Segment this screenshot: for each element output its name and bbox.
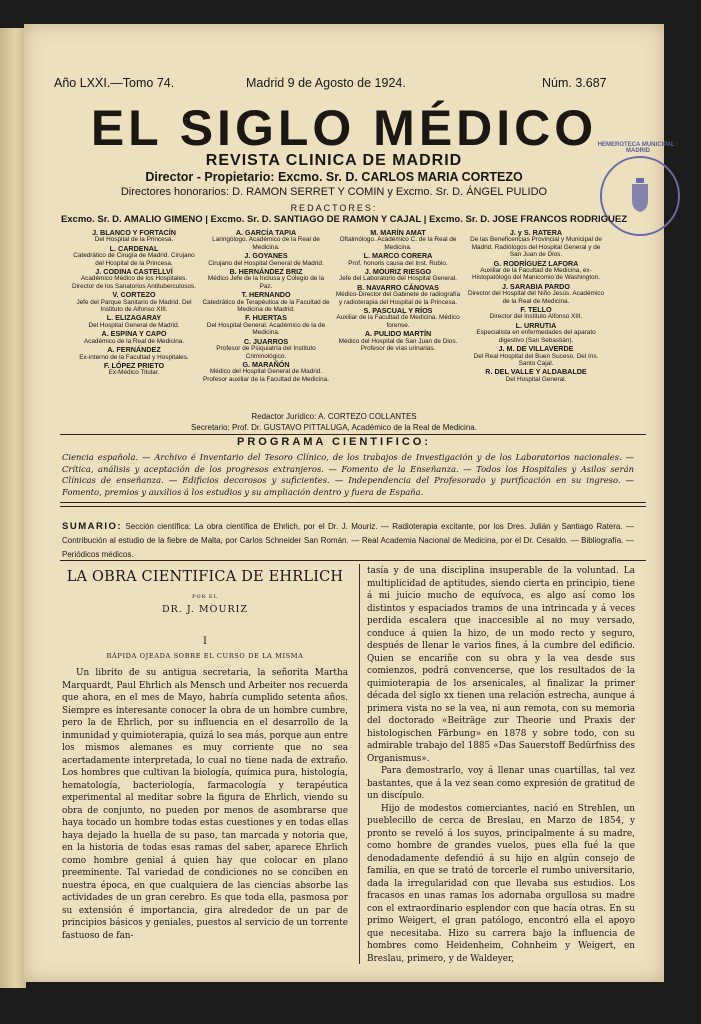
editor-name: J. MOURIZ RIESGO bbox=[364, 267, 432, 277]
paragraph: Para demostrarlo, voy á llenar unas cuartillas, tal vez bastantes, que á la vez sean como expresión de gratitud de un discípulo. bbox=[367, 766, 635, 801]
editor-credentials: Catedrático de Cirugía de Madrid. Cirujano del Hospital de la Princesa. bbox=[73, 252, 195, 267]
editors-column-2 bbox=[202, 228, 330, 383]
editor-name: R. DEL VALLE Y ALDABALDE bbox=[485, 367, 587, 377]
director-line: Director - Propietario: Excmo. Sr. D. CARLOS MARIA CORTEZO bbox=[145, 170, 523, 184]
editor-name: J. SARABIA PARDO bbox=[502, 281, 570, 291]
editor-credentials: Del Hospital General de Madrid. bbox=[88, 321, 180, 329]
divider bbox=[60, 506, 646, 507]
editor-credentials: Ex-interno de la Facultad y Hospitales. bbox=[79, 353, 189, 361]
column-divider bbox=[359, 564, 360, 964]
editor-name: J. CODINA CASTELLVÍ bbox=[95, 267, 173, 277]
editor-credentials: Profesor de Psiquiatría del Instituto Criminológico. bbox=[216, 345, 316, 360]
editor-credentials: Del Hospital General. bbox=[505, 375, 567, 383]
editor-credentials: Director del Instituto Alfonso XIII. bbox=[489, 313, 583, 321]
editor-credentials: Médico del Hospital de San Juan de Dios. Profesor de vías urinarias. bbox=[338, 337, 458, 353]
editor-credentials: Del Hospital de la Princesa. bbox=[94, 236, 174, 244]
editor-name: V. CORTEZO bbox=[112, 290, 156, 300]
editor-name: J. y S. RATERA bbox=[509, 228, 563, 237]
editors-column-1 bbox=[70, 228, 198, 377]
editor-name: A. PULIDO MARTÍN bbox=[364, 329, 432, 339]
issue-number: Núm. 3.687 bbox=[542, 76, 607, 90]
editor-name: G. RODRÍGUEZ LAFORA bbox=[493, 258, 579, 268]
editor-name: B. NAVARRO CÁNOVAS bbox=[357, 282, 439, 292]
sumario-text: Sección científica: La obra científica de Ehrlich, por el Dr. J. Mouriz. — Radioterapia excitante, por los Dres. Julián y Santiago Ratera. — Contribución al estudio de la fiebre de Malta, por Carlos Schneider San Román. — Real Academia Nacional de Medicina, por el Dr. Cesaldo. — Bibliografía. — Periódicos médicos. bbox=[62, 522, 634, 559]
editor-name: A. FERNÁNDEZ bbox=[107, 345, 161, 355]
editor-credentials: De las Beneficencias Provincial y Municipal de Madrid. Radiólogos del Hospital General y de San Juan de Dios. bbox=[470, 236, 602, 259]
paragraph: Un librito de su antigua secretaria, la señorita Martha Marquardt, Paul Ehrlich als Mensch und Arbeiter nos recuerda que ahora, en el mes de Mayo, habría cumplido setenta años. Siempre es interesante conocer la obra de un hombre cumbre, pero la de Ehrlich, por su influencia en el desarrollo de la inmunidad y quimioterapia, quizá lo sea más, porque aun entre los mismos alemanes es muy corriente que no sea acertadamente interpretada, lo cual no tiene nada de extraño. Los hombres que cultivan la biología, química pura, histología, hematología, bacteriología, farmacología y terapéutica experimental al meditar sobre la figura de Ehrlich, viendo su obra de conjunto, no pueden por menos de asombrarse que haya tocado un hombre todas estas cuestiones y en todas ellas haya dejado la huella de su paso, tan marcada y notoria que, en la historia de todas esas ramas del saber, aparece Ehrlich como hombre genial á quien hay que colocar en plano preeminente. Tal variedad de condiciones no se conciben en nuestra época, en que cualquiera de las ciencias absorbe las actividades de un gran cerebro. Es que toda ella, pasmosa por su extensión é importancia, gira alrededor de un par de principios básicos y geniales, puestos al servicio de un torrente fastuoso de fan- bbox=[62, 668, 348, 941]
editors-column-4 bbox=[466, 228, 606, 383]
editor-credentials: Especialista en enfermedades del aparato digestivo (San Sebastián). bbox=[476, 329, 596, 344]
editor-credentials: Jefe del Parque Sanitario de Madrid. Del Instituto de Alfonso XIII. bbox=[76, 298, 192, 314]
editor-credentials: Catedrático de Terapéutica de la Facultad de Medicina de Madrid. bbox=[202, 298, 330, 314]
masthead-title: EL SIGLO MÉDICO bbox=[90, 100, 598, 156]
editor-name: J. GOYANES bbox=[244, 251, 288, 261]
subtitle: REVISTA CLINICA DE MADRID bbox=[205, 152, 463, 169]
issue-date: Madrid 9 de Agosto de 1924. bbox=[246, 76, 406, 90]
sumario-label: SUMARIO: bbox=[62, 521, 123, 532]
editor-credentials: Director del Hospital del Niño Jesús. Académico de la Real de Medicina. bbox=[467, 290, 605, 305]
editor-credentials: Jefe del Laboratorio del Hospital General. bbox=[339, 275, 457, 283]
divider bbox=[60, 502, 646, 503]
editor-name: F. LÓPEZ PRIETO bbox=[103, 360, 165, 370]
newspaper-page bbox=[24, 24, 679, 982]
article-column-2 bbox=[367, 565, 635, 965]
sumario bbox=[62, 520, 634, 562]
divider bbox=[60, 434, 646, 435]
editor-name: B. HERNÁNDEZ BRIZ bbox=[229, 267, 303, 277]
stamp-text: HEMEROTECA MUNICIPAL · MADRID bbox=[597, 142, 679, 154]
editor-credentials: Académico Médico de los Hospitales. Director de los Sanatorios Antituberculosos. bbox=[72, 275, 196, 290]
article-author: DR. J. MOURIZ bbox=[162, 604, 248, 615]
article-by: POR EL bbox=[192, 594, 218, 600]
main-editors: Excmo. Sr. D. AMALIO GIMENO | Excmo. Sr. D. SANTIAGO DE RAMON Y CAJAL | Excmo. Sr. D. JOSE FRANCOS RODRIGUEZ bbox=[60, 214, 628, 225]
paragraph: tasía y de una disciplina insuperable de la voluntad. La multiplicidad de aptitudes, siendo cierta en principio, tiene á mi juicio mucho de equívoca, es algo así como los distintos y espaciados tramos de una intrincada y á veces perdida escalera que inaccesible al no muy versado, conduce á quien la hizo, de un modo recto y seguro, después de llenar le varios fines, á la cumbre del edificio. Quien se encariñe con su obra y la vea desde sus comienzos, podrá convencerse, que los resultados de la quimioterapia de los arsenicales, al finalizar la primer década del siglo xx tienen una relación estrecha, aunque á primera vista no se la vea, ni aun remota, con su memoria del doctorado «Beiträge zur Theorie und Praxis der histologischen Färbung» en 1878 y sobre todo, con su admirable trabajo del 1885 «Das Sauerstoff Bedürfniss des Organismus». bbox=[367, 566, 635, 764]
editor-credentials: Laringólogo. Académico de la Real de Medicina. bbox=[212, 236, 320, 251]
editor-credentials: Auxiliar de la Facultad de Medicina. Médico forense. bbox=[336, 314, 460, 329]
editor-name: C. JUARROS bbox=[243, 336, 289, 346]
editor-name: M. MARÍN AMAT bbox=[370, 228, 426, 237]
editor-name: F. HUERTAS bbox=[245, 313, 287, 323]
editor-credentials: Del Hospital General. Académico de la de Medicina. bbox=[206, 321, 326, 337]
editor-name: S. PASCUAL Y RÍOS bbox=[363, 306, 433, 316]
editor-credentials: Médico Jefe de la Inclusa y Colegio de la Paz. bbox=[207, 275, 325, 290]
editor-credentials: Médico-Director del Gabinete de radiografía y radioterapia del Hospital de la Princesa. bbox=[335, 291, 461, 306]
editor-name: L. URRUTIA bbox=[515, 320, 557, 330]
legal-editor: Redactor Jurídico: A. CORTEZO COLLANTES bbox=[251, 412, 417, 421]
editor-credentials: Médico del Hospital General de Madrid. Profesor auxiliar de la Facultad de Medicina. bbox=[202, 368, 330, 383]
editor-name: A. ESPINA Y CAPO bbox=[101, 329, 167, 339]
editor-credentials: Prof. honoris causa del Inst. Rubio. bbox=[348, 259, 448, 267]
editor-name: G. MARAÑÓN bbox=[242, 359, 290, 369]
editor-name: F. TELLO bbox=[520, 305, 552, 315]
volume-info: Año LXXI.—Tomo 74. bbox=[54, 76, 175, 90]
honorary-directors: Directores honorarios: D. RAMON SERRET Y COMIN y Excmo. Sr. D. ÁNGEL PULIDO bbox=[120, 186, 548, 198]
editor-name: T. HERNANDO bbox=[241, 290, 291, 300]
redactores-label: REDACTORES: bbox=[290, 203, 378, 213]
editor-name: J. BLANCO Y FORTACÍN bbox=[92, 228, 176, 237]
editor-name: L. ELIZAGARAY bbox=[106, 313, 162, 323]
article-title: LA OBRA CIENTIFICA DE EHRLICH bbox=[66, 569, 344, 585]
editor-name: L. CARDENAL bbox=[109, 243, 159, 253]
section-number: I bbox=[203, 636, 207, 647]
editor-name: J. M. DE VILLAVERDE bbox=[498, 344, 574, 354]
editor-credentials: Del Real Hospital del Buen Suceso. Del Ins. Santo Cajal. bbox=[473, 352, 599, 367]
editor-credentials: Oftalmólogo. Académico C. de la Real de Medicina. bbox=[339, 236, 457, 251]
section-title: RÁPIDA OJEADA SOBRE EL CURSO DE LA MISMA bbox=[106, 652, 304, 660]
paragraph: Hijo de modestos comerciantes, nació en Strehlen, un pueblecillo de cerca de Breslau, en Marzo de 1854, y pronto se reveló á los suyos, principalmente á su madre, como hombre de grandes vuelos, pues ella fué la que denodadamente defendió á su hijo en algún consejo de familia, en que se trató de torcerle el rumbo universitario, dada la irregularidad con que llevaba sus estudios. Los fracasos en unas ramas los adornaba orgullosa su madre con el extraordinario esplendor con que hacía otras. En su primo Weigert, el gran patólogo, encontró ella el apoyo que necesitaba. Hizo su carrera bajo la influencia de hombres como Heidenheim, Cohnheim y Weigert, en Breslau, primero, y de Waldeyer, bbox=[367, 803, 635, 964]
editor-credentials: Académico de la Real de Medicina. bbox=[83, 337, 185, 345]
editor-credentials: Ex-Médico Titular. bbox=[108, 369, 160, 377]
book-binding bbox=[0, 28, 26, 988]
editor-name: L. MARCO CORERA bbox=[363, 251, 433, 261]
programa-text: Ciencia española. — Archivo é Inventario del Tesoro Clínico, de los trabajos de Investigación y de los Laboratorios nacionales. — Crítica, análisis y aceptación de los progresos extranjeros. — Fomento de la Enseñanza. — Todos los Hospitales y Asilos serán Clínicas de enseñanza. — Edificios decorosos y suficientes. — Independencia del Profesorado y purificación en su ingreso. — Fomento, premios y auxilios á los estudios y su ampliación dentro y fuera de España. bbox=[62, 452, 634, 497]
divider bbox=[60, 560, 646, 561]
editor-credentials: Cirujano del Hospital General de Madrid. bbox=[208, 259, 324, 267]
editor-credentials: Auxiliar de la Facultad de Medicina, ex-Histopatólogo del Manicomio de Washington. bbox=[471, 267, 600, 282]
secretary: Secretario: Prof. Dr. GUSTAVO PITTALUGA, Académico de la Real de Medicina. bbox=[191, 423, 477, 432]
article-column-1 bbox=[62, 667, 348, 942]
programa-title: PROGRAMA CIENTIFICO: bbox=[236, 436, 432, 448]
editors-column-3 bbox=[334, 228, 462, 353]
editor-name: A. GARCÍA TAPIA bbox=[235, 228, 297, 237]
